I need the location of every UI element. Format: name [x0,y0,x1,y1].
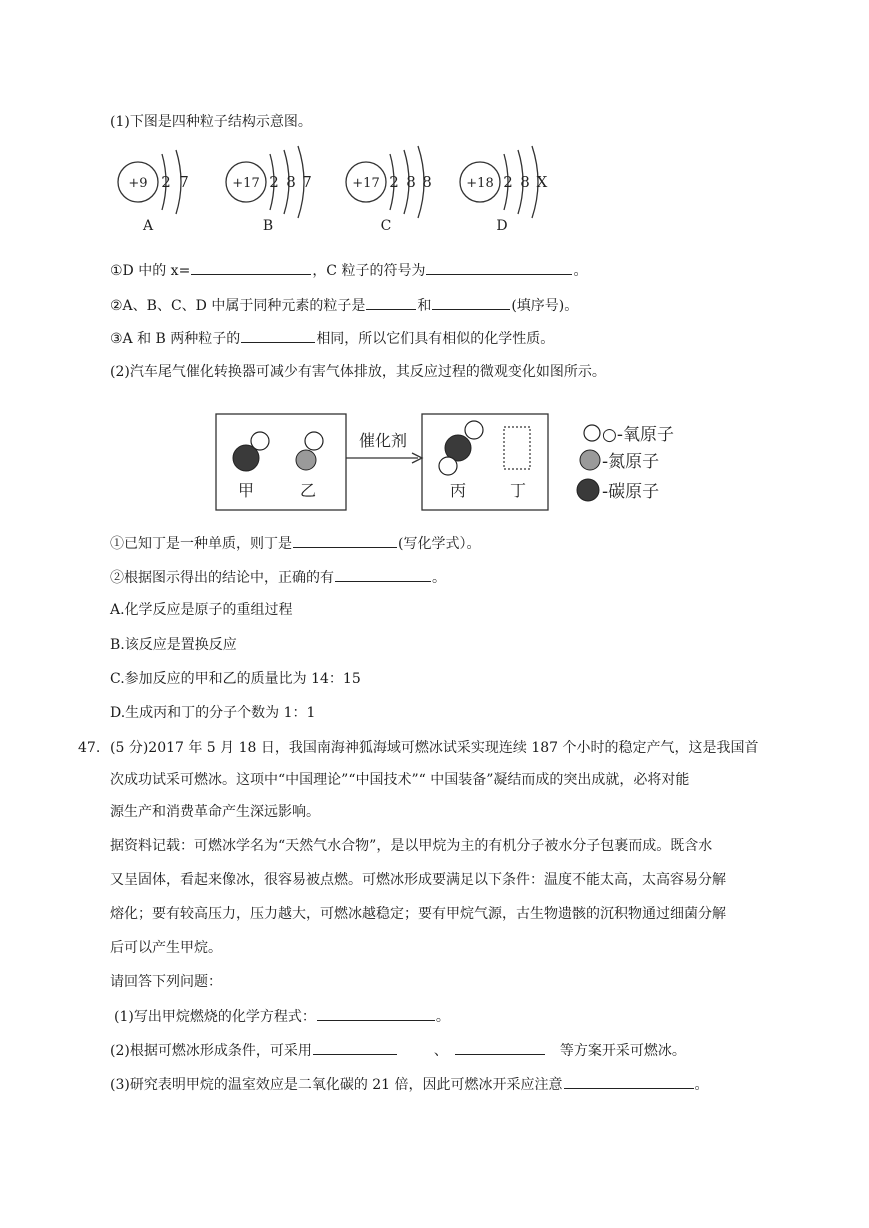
atom-a-shell1: 2 [161,173,171,191]
q2-item2 [110,567,446,588]
answer-blank-x[interactable] [191,260,311,275]
unknown-product-box [504,427,530,469]
nitrogen-atom [296,450,316,470]
q1-item1 [110,260,587,281]
q1-item1-text-a: ①D 中的 x= [110,263,191,279]
atom-b-shell1: 2 [269,173,279,191]
atom-c-label: C [380,218,392,234]
q1-intro: (1)下图是四种粒子结构示意图。 [110,114,312,130]
atom-d-shell3: X [536,173,548,191]
answer-blank-same-element-2[interactable] [432,295,510,310]
q1-item2-text-c: (填序号)。 [511,298,579,314]
atom-c-nucleus: +17 [352,176,380,191]
atom-a-shell2: 7 [179,173,189,191]
atom-b-nucleus: +17 [232,176,260,191]
atom-d-nucleus: +18 [466,176,494,191]
reaction-diagram [212,410,712,520]
oxygen-atom [439,457,457,475]
q2-item2-text-b: 。 [432,570,446,586]
q47-para2-line2: 又呈固体，看起来像冰，很容易被点燃。可燃冰形成要满足以下条件：温度不能太高，太高容易分解 [110,872,726,888]
atom-b [226,146,312,234]
oxygen-atom [305,432,323,450]
atom-c-shell2: 8 [406,173,416,191]
q47-sub2-text-b: 、 [433,1043,448,1059]
q1-item2 [110,295,578,316]
atom-a [118,150,189,234]
atom-c-shell3: 8 [422,173,432,191]
q2-intro: (2)汽车尾气催化转换器可减少有害气体排放，其反应过程的微观变化如图所示。 [110,364,606,380]
atom-b-label: B [262,218,274,234]
option-a: A.化学反应是原子的重组过程 [110,602,293,618]
atom-d-shell2: 8 [520,173,530,191]
option-d: D.生成丙和丁的分子个数为 1：1 [110,705,316,721]
oxygen-atom [251,432,269,450]
q1-item3-text-b: 相同，所以它们具有相似的化学性质。 [316,331,555,347]
q2-item1 [110,533,480,554]
atom-a-nucleus: +9 [128,176,148,191]
answer-blank-same-element-1[interactable] [366,295,416,310]
answer-blank-methane-equation[interactable] [317,1006,435,1021]
answer-blank-ding-formula[interactable] [293,533,397,548]
atom-d [460,146,548,234]
legend-nitrogen: -氮原子 [602,452,660,472]
legend-oxygen: ○-氧原子 [602,425,674,445]
q1-item3-text-a: ③A 和 B 两种粒子的 [110,331,241,347]
q47-sub3-text-b: 。 [694,1077,709,1093]
answer-blank-mining-caution[interactable] [564,1074,694,1089]
q47-para2-line4: 后可以产生甲烷。 [110,940,222,956]
label-yi: 乙 [299,481,317,500]
option-b: B.该反应是置换反应 [110,637,237,653]
q2-item2-text-a: ②根据图示得出的结论中，正确的有 [110,570,334,586]
answer-blank-mining-method-1[interactable] [313,1040,397,1055]
q1-item1-text-c: 。 [573,263,588,279]
atom-c-shell1: 2 [389,173,399,191]
option-c: C.参加反应的甲和乙的质量比为 14：15 [110,671,361,687]
label-bing: 丙 [449,481,467,500]
answer-blank-similarity[interactable] [241,328,315,343]
q1-item2-text-b: 和 [417,298,432,314]
q47-sub1-text-b: 。 [435,1009,450,1025]
q47-para1-line2: 次成功试采可燃冰。这项中“中国理论”“中国技术”“ 中国装备”凝结而成的突出成就，必将对能 [110,772,690,788]
atom-structure-diagram [100,140,580,240]
q47-sub1 [114,1006,450,1027]
q47-para1-line3: 源生产和消费革命产生深远影响。 [110,804,320,820]
answer-blank-c-symbol[interactable] [426,260,572,275]
catalyst-label: 催化剂 [358,431,408,450]
q1-item2-text-a: ②A、B、C、D 中属于同种元素的粒子是 [110,298,366,314]
atom-b-shell2: 8 [286,173,296,191]
answer-blank-conclusion[interactable] [335,567,431,582]
q47-number: 47. [78,740,101,756]
q47-sub2 [110,1040,686,1061]
q47-prompt: 请回答下列问题： [110,974,222,990]
q47-sub3 [110,1074,709,1095]
atom-c [346,146,432,234]
label-jia: 甲 [237,481,255,500]
q47-sub1-text-a: (1)写出甲烷燃烧的化学方程式： [114,1009,316,1025]
q2-item1-text-b: (写化学式）。 [398,536,481,552]
atom-b-shell3: 7 [302,173,312,191]
q47-para1-line1: (5 分)2017 年 5 月 18 日，我国南海神狐海域可燃冰试采实现连续 187 个小时的稳定产气，这是我国首 [110,740,759,756]
legend-carbon-icon [577,479,599,501]
q1-item3 [110,328,554,349]
q47-sub2-text-a: (2)根据可燃冰形成条件，可采用 [110,1043,312,1059]
q2-item1-text-a: ①已知丁是一种单质，则丁是 [110,536,292,552]
q47-sub2-text-c: 等方案开采可燃冰。 [559,1043,686,1059]
label-ding: 丁 [509,481,527,500]
q47-sub3-text-a: (3)研究表明甲烷的温室效应是二氧化碳的 21 倍，因此可燃冰开采应注意 [110,1077,563,1093]
atom-a-label: A [142,218,154,234]
q1-item1-text-b: ，C 粒子的符号为 [312,263,426,279]
legend-carbon: -碳原子 [602,482,660,502]
legend-nitrogen-icon [580,450,600,470]
q47-para2-line1: 据资料记载：可燃冰学名为“天然气水合物”，是以甲烷为主的有机分子被水分子包裹而成。既含水 [110,838,713,854]
legend-oxygen-icon [584,425,600,441]
atom-d-label: D [496,218,508,234]
oxygen-atom [465,421,483,439]
q47-para2-line3: 熔化；要有较高压力，压力越大，可燃冰越稳定；要有甲烷气源，古生物遗骸的沉积物通过细菌分解 [110,906,726,922]
answer-blank-mining-method-2[interactable] [455,1040,545,1055]
atom-d-shell1: 2 [503,173,513,191]
